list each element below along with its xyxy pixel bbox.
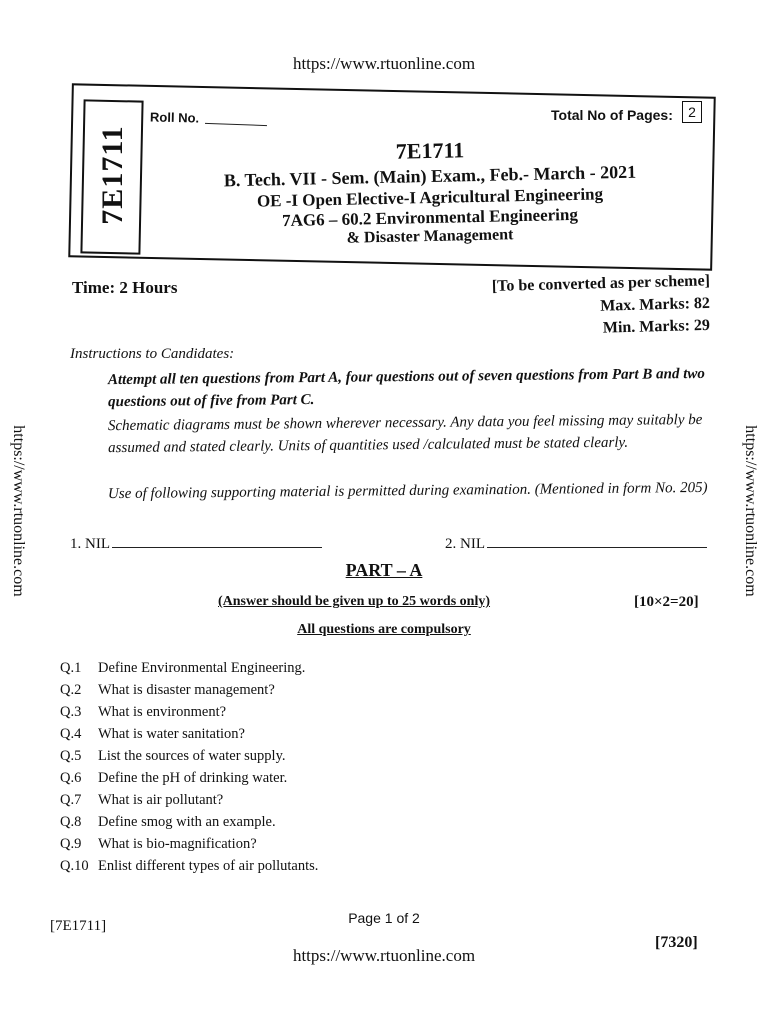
question-number: Q.2	[60, 682, 82, 698]
total-pages-value: 2	[682, 101, 702, 123]
exam-time: Time: 2 Hours	[72, 278, 178, 297]
instruction-attempt: Attempt all ten questions from Part A, four questions out of seven questions from Part B and two questions out of five from Part C.	[107, 365, 705, 411]
instruction-materials: Use of following supporting material is permitted during examination. (Mentioned in form No. 205)	[107, 479, 708, 503]
instruction-diagrams: Schematic diagrams must be shown wherever necessary. Any data you feel missing may suitably be assumed and stated clearly. Units of quantities used /calculated must be stated clearly.	[107, 411, 703, 457]
question-text: Define smog with an example.	[98, 814, 276, 830]
header-paper-code: 7E1711	[395, 137, 465, 164]
top-site-url: https://www.rtuonline.com	[292, 54, 476, 73]
question-item	[60, 789, 660, 811]
question-text: Define Environmental Engineering.	[98, 660, 306, 676]
question-text: What is environment?	[98, 704, 227, 720]
question-item	[60, 723, 660, 745]
question-number: Q.6	[60, 770, 82, 786]
question-number: Q.9	[60, 836, 82, 852]
question-text: Enlist different types of air pollutants.	[98, 858, 319, 874]
material-item-2-text: 2. NIL	[445, 536, 485, 552]
footer-page-number: Page 1 of 2	[348, 910, 420, 926]
question-item	[60, 767, 660, 789]
question-number: Q.8	[60, 814, 82, 830]
question-number: Q.5	[60, 748, 82, 764]
min-marks: Min. Marks: 29	[602, 316, 711, 337]
question-item	[60, 855, 660, 877]
part-a-title: PART – A	[345, 560, 423, 580]
question-item	[60, 833, 660, 855]
question-text: Define the pH of drinking water.	[98, 770, 288, 786]
header-subject: 7AG6 – 60.2 Environmental Engineering	[281, 204, 579, 231]
material-item-2-line	[487, 547, 707, 548]
question-item	[60, 701, 660, 723]
bottom-site-url: https://www.rtuonline.com	[292, 946, 476, 965]
question-number: Q.3	[60, 704, 82, 720]
question-number: Q.1	[60, 660, 82, 676]
material-item-1	[70, 536, 322, 553]
footer-paper-code: [7E1711]	[50, 918, 107, 934]
question-item	[60, 679, 660, 701]
right-side-site-url: https://www.rtuonline.com	[742, 425, 759, 597]
question-text: List the sources of water supply.	[98, 748, 286, 764]
question-number: Q.4	[60, 726, 82, 742]
part-a-compulsory: All questions are compulsory	[297, 622, 471, 637]
scheme-note: [To be converted as per scheme]	[491, 272, 711, 296]
material-item-1-text: 1. NIL	[70, 536, 110, 552]
question-text: What is disaster management?	[98, 682, 275, 698]
roll-number-label: Roll No.	[149, 109, 200, 126]
header-exam-title: B. Tech. VII - Sem. (Main) Exam., Feb.- March - 2021	[223, 161, 637, 191]
question-list	[60, 657, 660, 877]
header-subject-cont: & Disaster Management	[346, 226, 514, 247]
total-pages-label: Total No of Pages:	[551, 107, 673, 123]
header-elective: OE -I Open Elective-I Agricultural Engineering	[256, 184, 604, 211]
question-item	[60, 811, 660, 833]
question-item	[60, 745, 660, 767]
material-item-1-line	[112, 547, 322, 548]
material-item-2	[445, 536, 707, 553]
footer-serial-number: [7320]	[655, 934, 698, 951]
paper-code-vertical: 7E1711	[96, 125, 129, 225]
instructions-heading: Instructions to Candidates:	[70, 346, 235, 362]
part-a-marks: [10×2=20]	[634, 594, 699, 610]
question-text: What is air pollutant?	[98, 792, 224, 808]
left-side-site-url: https://www.rtuonline.com	[10, 425, 27, 597]
question-number: Q.7	[60, 792, 82, 808]
part-a-answer-note: (Answer should be given up to 25 words only)	[218, 594, 491, 609]
max-marks: Max. Marks: 82	[599, 294, 711, 315]
question-text: What is water sanitation?	[98, 726, 245, 742]
question-number: Q.10	[60, 858, 89, 874]
question-text: What is bio-magnification?	[98, 836, 257, 852]
question-item	[60, 657, 660, 679]
